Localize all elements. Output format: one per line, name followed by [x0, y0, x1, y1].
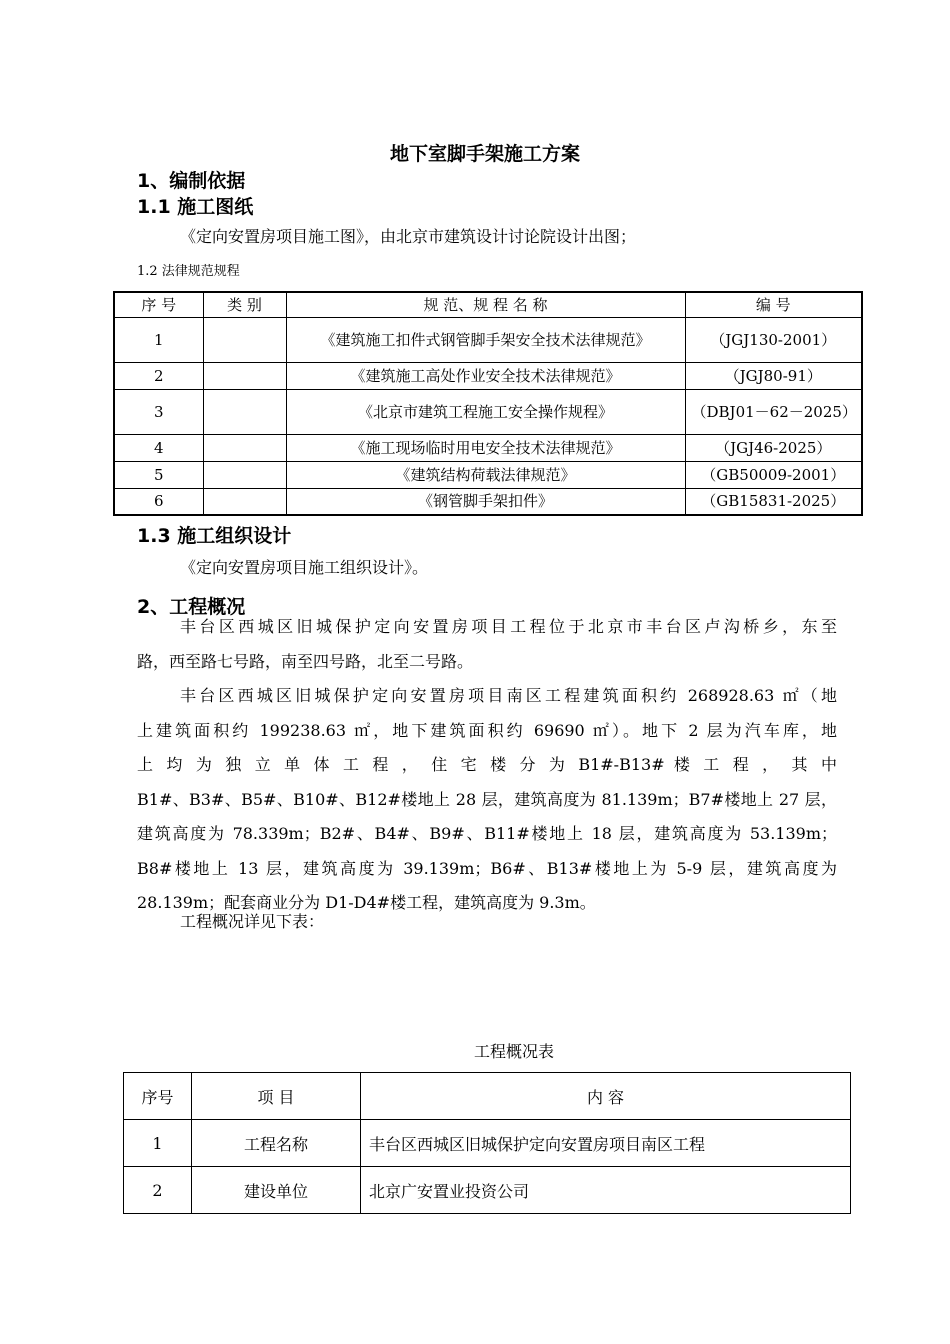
row-code: （GB15831-2025） [685, 488, 862, 515]
section-heading-overview: 2、工程概况 [137, 596, 246, 618]
row-number: 4 [114, 434, 203, 461]
row-item: 建设单位 [192, 1167, 361, 1214]
row-number: 2 [124, 1167, 192, 1214]
paragraph-line: 28.139m；配套商业分为 D1-D4#楼工程，建筑高度为 9.3m。 [137, 893, 596, 912]
row-name: 《钢管脚手架扣件》 [286, 488, 685, 515]
paragraph-line: 路，西至路七号路，南至四号路，北至二号路。 [137, 651, 474, 671]
row-content: 丰台区西城区旧城保护定向安置房项目南区工程 [361, 1120, 851, 1167]
row-category [203, 488, 286, 515]
row-content: 北京广安置业投资公司 [361, 1167, 851, 1214]
header-cell: 规 范、规 程 名 称 [286, 292, 685, 317]
overview-paragraph-location [137, 610, 837, 679]
paragraph-line: 上 均 为 独 立 单 体 工 程 ， 住 宅 楼 分 为 B1#-B13# 楼 工 程 ， 其 中 [137, 755, 837, 774]
section-heading-org-design: 1.3 施工组织设计 [137, 525, 292, 547]
row-number: 6 [114, 488, 203, 515]
row-name: 《施工现场临时用电安全技术法律规范》 [286, 434, 685, 461]
row-name: 《北京市建筑工程施工安全操作规程》 [286, 389, 685, 434]
row-number: 3 [114, 389, 203, 434]
paragraph-line: 丰台区西城区旧城保护定向安置房项目工程位于北京市丰台区卢沟桥乡，东至 [180, 617, 837, 636]
row-number: 2 [114, 362, 203, 389]
table-row [124, 1167, 851, 1214]
header-cell: 编 号 [685, 292, 862, 317]
header-cell: 序 号 [114, 292, 203, 317]
row-category [203, 362, 286, 389]
header-cell: 类 别 [203, 292, 286, 317]
table-row [114, 362, 862, 389]
drawings-text: 《定向安置房项目施工图》，由北京市建筑设计讨论院设计出图； [180, 227, 637, 246]
row-category [203, 389, 286, 434]
regulations-table [113, 291, 863, 516]
table-row [114, 317, 862, 362]
regulations-table-header [114, 292, 862, 317]
row-code: （JGJ80-91） [685, 362, 862, 389]
table-row [114, 434, 862, 461]
info-table-header [124, 1073, 851, 1120]
overview-table-intro: 工程概况详见下表： [180, 912, 325, 931]
paragraph-line: 丰台区西城区旧城保护定向安置房项目南区工程建筑面积约 268928.63 ㎡（地 [180, 686, 837, 705]
section-heading-regulations: 1.2 法律规范规程 [137, 264, 240, 279]
table-row [114, 488, 862, 515]
row-number: 1 [114, 317, 203, 362]
row-item: 工程名称 [192, 1120, 361, 1167]
paragraph-line: 建筑高度为 78.339m；B2#、B4#、B9#、B11#楼地上 18 层，建筑高度为 53.139m； [137, 824, 837, 843]
header-cell: 内 容 [361, 1073, 851, 1120]
section-heading-basis: 1、编制依据 [137, 170, 246, 192]
row-name: 《建筑施工高处作业安全技术法律规范》 [286, 362, 685, 389]
table-row [114, 389, 862, 434]
row-number: 5 [114, 461, 203, 488]
row-number: 1 [124, 1120, 192, 1167]
org-design-text: 《定向安置房项目施工组织设计》。 [180, 558, 429, 577]
row-category [203, 461, 286, 488]
header-cell: 项 目 [192, 1073, 361, 1120]
table-row [124, 1120, 851, 1167]
row-name: 《建筑施工扣件式钢管脚手架安全技术法律规范》 [286, 317, 685, 362]
project-info-table [123, 1072, 851, 1214]
section-heading-drawings: 1.1 施工图纸 [137, 196, 254, 218]
row-code: （JGJ130-2001） [685, 317, 862, 362]
header-cell: 序号 [124, 1073, 192, 1120]
row-category [203, 317, 286, 362]
row-code: （DBJ01－62－2025） [685, 389, 862, 434]
table-row [114, 461, 862, 488]
overview-paragraph-area [137, 679, 837, 921]
row-code: （GB50009-2001） [685, 461, 862, 488]
row-category [203, 434, 286, 461]
info-table-title: 工程概况表 [473, 1042, 554, 1061]
paragraph-line: B8#楼地上 13 层，建筑高度为 39.139m；B6#、B13#楼地上为 5-9 层，建筑高度为 [137, 858, 837, 878]
row-name: 《建筑结构荷载法律规范》 [286, 461, 685, 488]
paragraph-line: 上建筑面积约 199238.63 ㎡，地下建筑面积约 69690 ㎡）。地下 2 层为汽车库，地 [137, 720, 837, 740]
document-title: 地下室脚手架施工方案 [389, 143, 580, 165]
row-code: （JGJ46-2025） [685, 434, 862, 461]
paragraph-line: B1#、B3#、B5#、B10#、B12#楼地上 28 层，建筑高度为 81.139m；B7#楼地上 27 层， [137, 789, 837, 809]
